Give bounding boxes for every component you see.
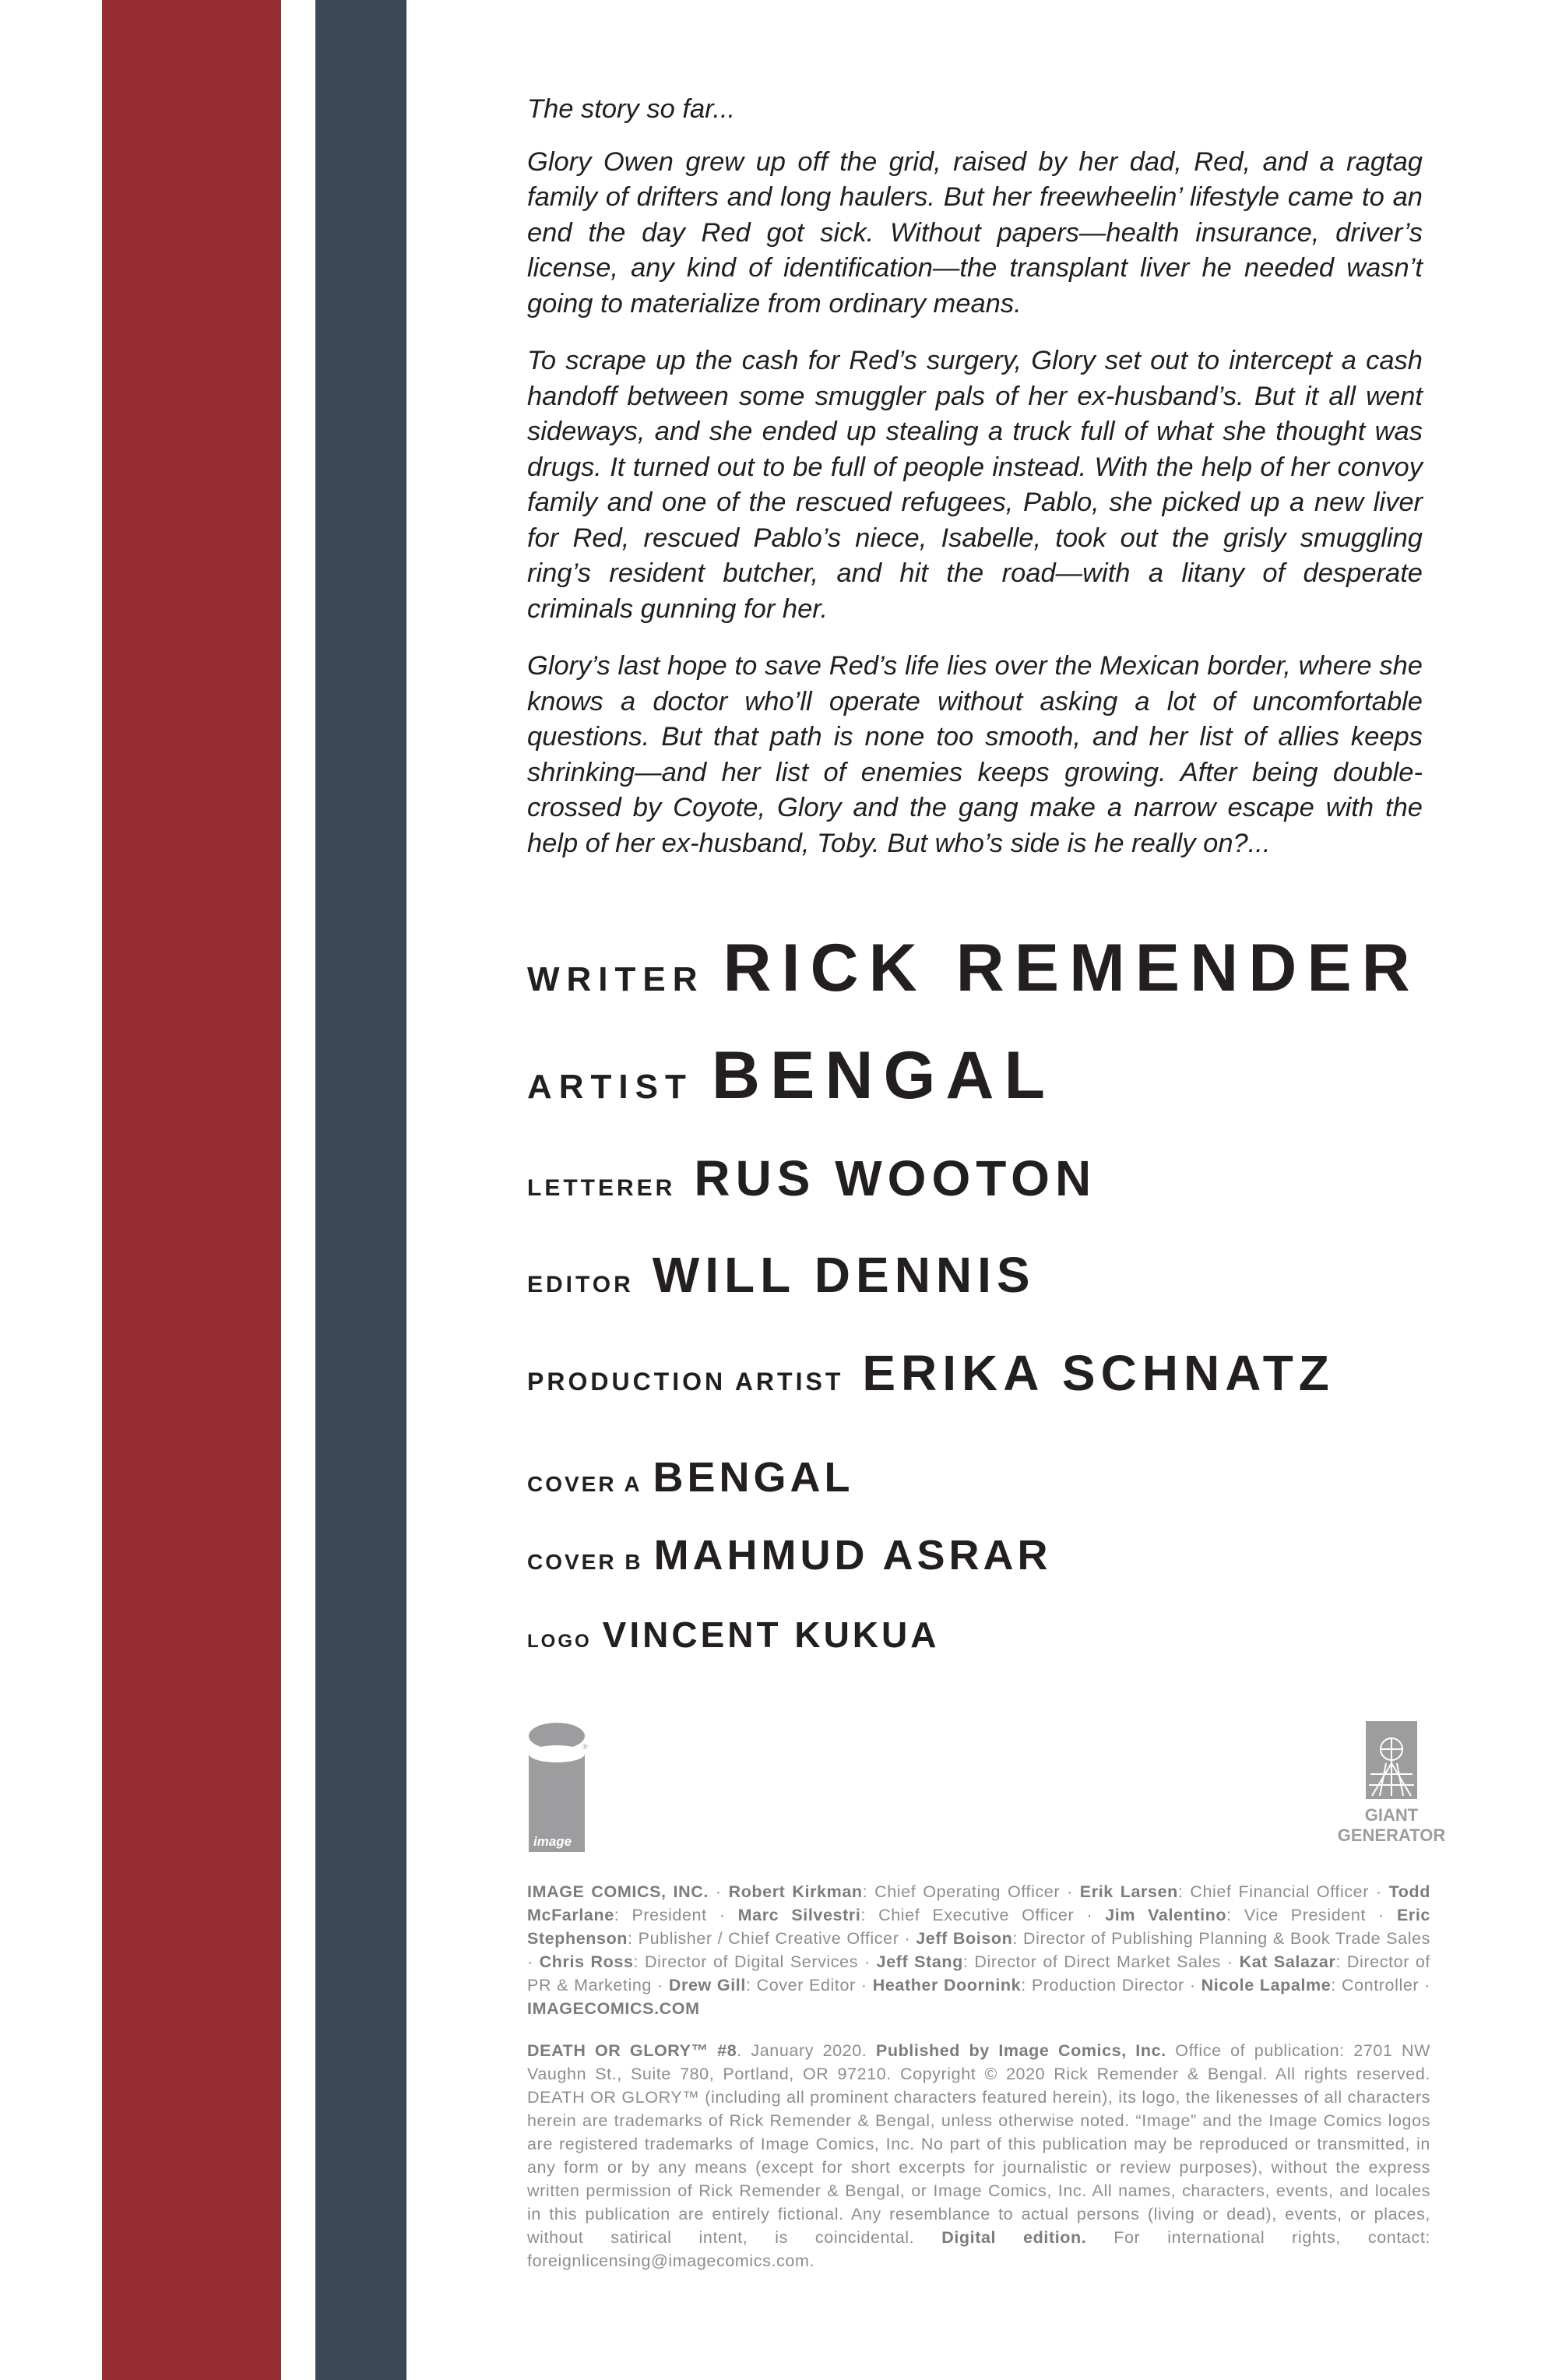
credit-role: PRODUCTION ARTIST — [527, 1368, 844, 1396]
synopsis-paragraph: Glory’s last hope to save Red’s life lies over the Mexican border, where she knows a doctor who’ll operate without asking a lot of uncomfortable questions. But that path is none too smooth, and her list of allies keeps shrinking—and her list of enemies keeps growing. After being double-crossed by Coyote, Glory and the gang make a narrow escape with the help of her ex-husband, Toby. But who’s side is he really on?... — [527, 651, 1423, 858]
credit-editor — [527, 1246, 1036, 1304]
credit-cover-a — [527, 1453, 854, 1502]
credit-name: BENGAL — [711, 1038, 1055, 1113]
credit-name: ERIKA SCHNATZ — [862, 1345, 1335, 1401]
giant-generator-logo-icon — [1337, 1720, 1446, 1856]
credit-name: RUS WOOTON — [694, 1150, 1097, 1206]
credit-role: LETTERER — [527, 1175, 676, 1201]
legal-edition: Digital edition. — [941, 2228, 1087, 2247]
credit-name: RICK REMENDER — [723, 931, 1420, 1005]
credit-name: WILL DENNIS — [652, 1247, 1036, 1303]
credit-role: COVER B — [527, 1550, 643, 1574]
synopsis-paragraph: Glory Owen grew up off the grid, raised by her dad, Red, and a ragtag family of drifters and long haulers. But her freewheelin’ lifestyle came to an end the day Red got sick. Without papers—health insurance, driver’s license, any kind of identification—the transplant liver he needed wasn’t going to materialize from ordinary means. — [527, 146, 1423, 319]
legal-title: DEATH OR GLORY™ #8 — [527, 2041, 737, 2060]
giant-logo-line2: GENERATOR — [1337, 1825, 1446, 1845]
credit-production-artist — [527, 1344, 1335, 1402]
synopsis-intro: The story so far... — [527, 94, 736, 124]
credit-role: COVER A — [527, 1472, 642, 1496]
giant-logo-line1: GIANT — [1364, 1805, 1419, 1825]
credit-artist — [527, 1037, 1055, 1114]
synopsis — [527, 92, 1423, 883]
credit-name: MAHMUD ASRAR — [653, 1532, 1052, 1579]
legal-notice: DEATH OR GLORY™ #8. January 2020. Published by Image Comics, Inc. Office of publication: 2701 NW Vaughn St., Suite 780, Portland, OR 97210. Copyright © 2020 Rick Remender & Bengal. All rights reserved. DEATH OR GLORY™ (including all prominent characters featured herein), its logo, the likenesses of all characters herein are trademarks of Rick Remender & Bengal, unless otherwise noted. “Image” and the Image Comics logos are registered trademarks of Image Comics, Inc. No part of this publication may be reproduced or transmitted, in any form or by any means (except for short excerpts for journalistic or review purposes), without the express written permission of Rick Remender & Bengal, or Image Comics, Inc. All names, characters, events, and locales in this publication are entirely fictional. Any resemblance to actual persons (living or dead), events, or places, without satirical intent, is coincidental. Digital edition. For international rights, contact: foreignlicensing@imagecomics.com. — [527, 2041, 1430, 2270]
credit-cover-b — [527, 1531, 1052, 1579]
credit-name: BENGAL — [653, 1454, 854, 1501]
image-comics-logo-icon — [527, 1721, 589, 1854]
credit-writer — [527, 930, 1420, 1007]
svg-text:®: ® — [582, 1743, 588, 1751]
image-logo-text: image — [533, 1834, 572, 1849]
credit-role: LOGO — [527, 1631, 592, 1652]
credit-logo — [527, 1614, 939, 1656]
staff-list: IMAGE COMICS, INC. · Robert Kirkman: Chief Operating Officer · Erik Larsen: Chief Financial Officer · Todd McFarlane: President · Marc Silvestri: Chief Executive Officer · Jim Valentino: Vice President · Eric Stephenson: Publisher / Chief Creative Officer · Jeff Boison: Director of Publishing Planning & Book Trade Sales · Chris Ross: Director of Digital Services · Jeff Stang: Director of Direct Market Sales · Kat Salazar: Director of PR & Marketing · Drew Gill: Cover Editor · Heather Doornink: Production Director · Nicole Lapalme: Controller · IMAGECOMICS.COM — [527, 1882, 1430, 2018]
credit-role: EDITOR — [527, 1272, 634, 1297]
credit-role: ARTIST — [527, 1068, 693, 1106]
legal-publisher: Published by Image Comics, Inc. — [875, 2041, 1166, 2060]
red-stripe — [102, 0, 281, 2380]
synopsis-paragraph: To scrape up the cash for Red’s surgery, Glory set out to intercept a cash handoff between some smuggler pals of her ex-husband’s. But it all went sideways, and she ended up stealing a truck full of what she thought was drugs. It turned out to be full of people instead. With the help of her convoy family and one of the rescued refugees, Pablo, she picked up a new liver for Red, rescued Pablo’s niece, Isabelle, took out the grisly smuggling ring’s resident butcher, and hit the road—with a litany of desperate criminals gunning for her. — [527, 346, 1423, 624]
navy-stripe — [315, 0, 406, 2380]
credit-role: WRITER — [527, 960, 705, 998]
credit-name: VINCENT KUKUA — [602, 1614, 940, 1655]
credit-letterer — [527, 1150, 1096, 1207]
